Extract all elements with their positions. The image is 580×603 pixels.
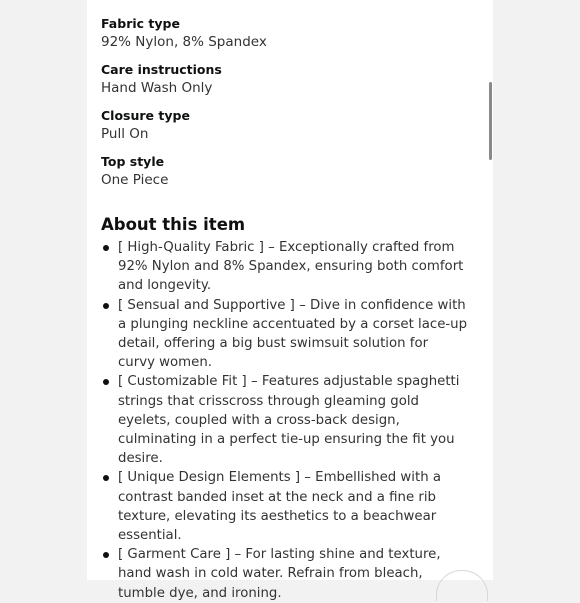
bullet-text: [ Unique Design Elements ] – Embellished with a contrast banded inset at the neck and a fine rib texture, elevating its aesthetics to a beachwear essential. (118, 470, 442, 544)
bullet-text: [ High-Quality Fabric ] – Exceptionally crafted from 92% Nylon and 8% Spandex, ensuring both comfort and longevity. (118, 240, 464, 294)
product-specs (101, 16, 481, 200)
spec-label: Care instructions (101, 62, 222, 77)
about-this-item-heading: About this item (101, 215, 246, 234)
bullet-dot-icon (103, 475, 109, 481)
spec-value: 92% Nylon, 8% Spandex (101, 34, 267, 50)
spec-value: One Piece (101, 172, 169, 188)
about-bullet-list (101, 238, 469, 603)
list-item (101, 545, 469, 603)
bullet-text: [ Sensual and Supportive ] – Dive in confidence with a plunging neckline accentuated by a corset lace-up detail, offering a big bust swimsuit solution for curvy women. (118, 297, 468, 371)
spec-care-instructions (101, 62, 481, 108)
spec-label: Top style (101, 154, 165, 169)
list-item (101, 468, 469, 545)
bullet-dot-icon (103, 245, 109, 251)
product-details-panel (87, 0, 493, 601)
bullet-dot-icon (103, 303, 109, 309)
scrollbar-thumb[interactable] (489, 82, 492, 160)
list-item (101, 296, 469, 373)
spec-label: Closure type (101, 108, 190, 123)
spec-value: Pull On (101, 126, 149, 142)
bullet-dot-icon (103, 379, 109, 385)
spec-top-style (101, 154, 481, 200)
list-item (101, 238, 469, 296)
bullet-text: [ Customizable Fit ] – Features adjustable spaghetti strings that crisscross through gleaming gold eyelets, coupled with a cross-back design, culminating in a perfect tie-up ensuring the fit you desire. (118, 374, 460, 467)
spec-fabric-type (101, 16, 481, 62)
spec-value: Hand Wash Only (101, 80, 213, 96)
bullet-dot-icon (103, 552, 109, 558)
spec-label: Fabric type (101, 16, 180, 31)
list-item (101, 372, 469, 468)
bullet-text: [ Garment Care ] – For lasting shine and texture, hand wash in cold water. Refrain from bleach, tumble dye, and ironing. (118, 547, 441, 601)
spec-closure-type (101, 108, 481, 154)
